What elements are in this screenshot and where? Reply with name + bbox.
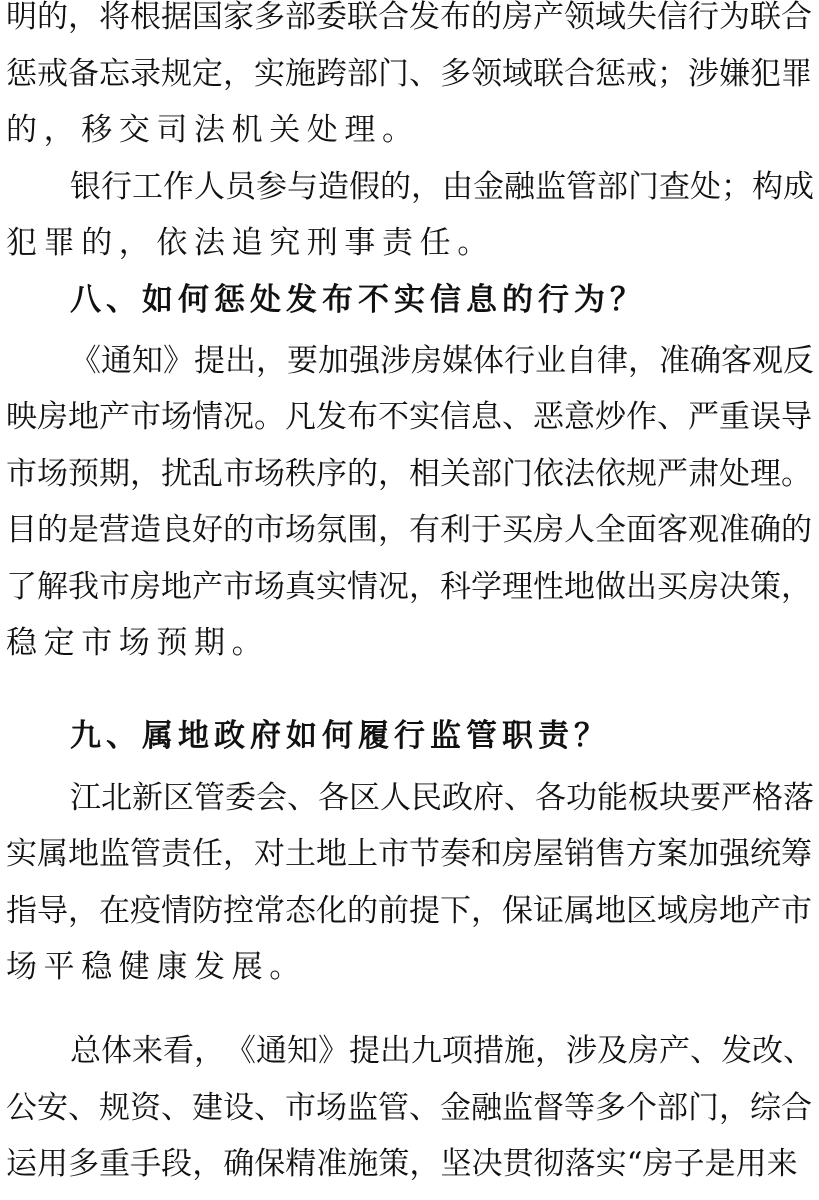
paragraph-line: 了 解 我 市 房 地 产 市 场 真 实 情 况 ， 科 学 理 性 地 做 出 买 房 决 策 ， bbox=[6, 569, 812, 605]
paragraph-line: 场平稳健康发展。 bbox=[6, 949, 307, 985]
paragraph-line: 总 体 来 看 ， 《 通 知 》 提 出 九 项 措 施 ， 涉 及 房 产 、 发 改 、 bbox=[70, 1033, 814, 1069]
section-heading: 九、属地政府如何履行监管职责？ bbox=[70, 718, 610, 754]
paragraph-line: 公 安 、 规 资 、 建 设 、 市 场 监 管 、 金 融 监 督 等 多 个 部 门 ， 综 合 bbox=[6, 1090, 812, 1126]
paragraph-line: 市 场 预 期 ， 扰 乱 市 场 秩 序 的 ， 相 关 部 门 依 法 依 规 严 肃 处 理 。 bbox=[6, 456, 812, 492]
paragraph-line: 稳定市场预期。 bbox=[6, 625, 270, 661]
paragraph-line: 实 属 地 监 管 责 任 ， 对 土 地 上 市 节 奏 和 房 屋 销 售 方 案 加 强 统 筹 bbox=[6, 836, 812, 872]
paragraph-line: 明 的 ， 将 根 据 国 家 多 部 委 联 合 发 布 的 房 产 领 域 失 信 行 为 联 合 bbox=[6, 0, 812, 35]
paragraph-line: 运 用 多 重 手 段 ， 确 保 精 准 施 策 ， 坚 决 贯 彻 落 实 “ 房 子 是 用 来 bbox=[6, 1146, 798, 1182]
paragraph-line: 映 房 地 产 市 场 情 况 。 凡 发 布 不 实 信 息 、 恶 意 炒 作 、 严 重 误 导 bbox=[6, 399, 812, 435]
section-heading: 八、如何惩处发布不实信息的行为？ bbox=[70, 282, 646, 318]
paragraph-line: 指 导 ， 在 疫 情 防 控 常 态 化 的 前 提 下 ， 保 证 属 地 区 域 房 地 产 市 bbox=[6, 893, 812, 929]
paragraph-line: 惩 戒 备 忘 录 规 定 ， 实 施 跨 部 门 、 多 领 域 联 合 惩 戒 ； 涉 嫌 犯 罪 bbox=[6, 56, 812, 92]
paragraph-line: 《 通 知 》 提 出 ， 要 加 强 涉 房 媒 体 行 业 自 律 ， 准 确 客 观 反 bbox=[70, 343, 814, 379]
paragraph-line: 江 北 新 区 管 委 会 、 各 区 人 民 政 府 、 各 功 能 板 块 要 严 格 落 bbox=[70, 780, 814, 816]
paragraph-line: 银 行 工 作 人 员 参 与 造 假 的 ， 由 金 融 监 管 部 门 查 处 ； 构 成 bbox=[70, 169, 814, 205]
paragraph-line: 的，移交司法机关处理。 bbox=[6, 112, 420, 148]
paragraph-line: 犯罪的，依法追究刑事责任。 bbox=[6, 225, 495, 261]
paragraph-line: 目 的 是 营 造 良 好 的 市 场 氛 围 ， 有 利 于 买 房 人 全 面 客 观 准 确 的 bbox=[6, 512, 812, 548]
